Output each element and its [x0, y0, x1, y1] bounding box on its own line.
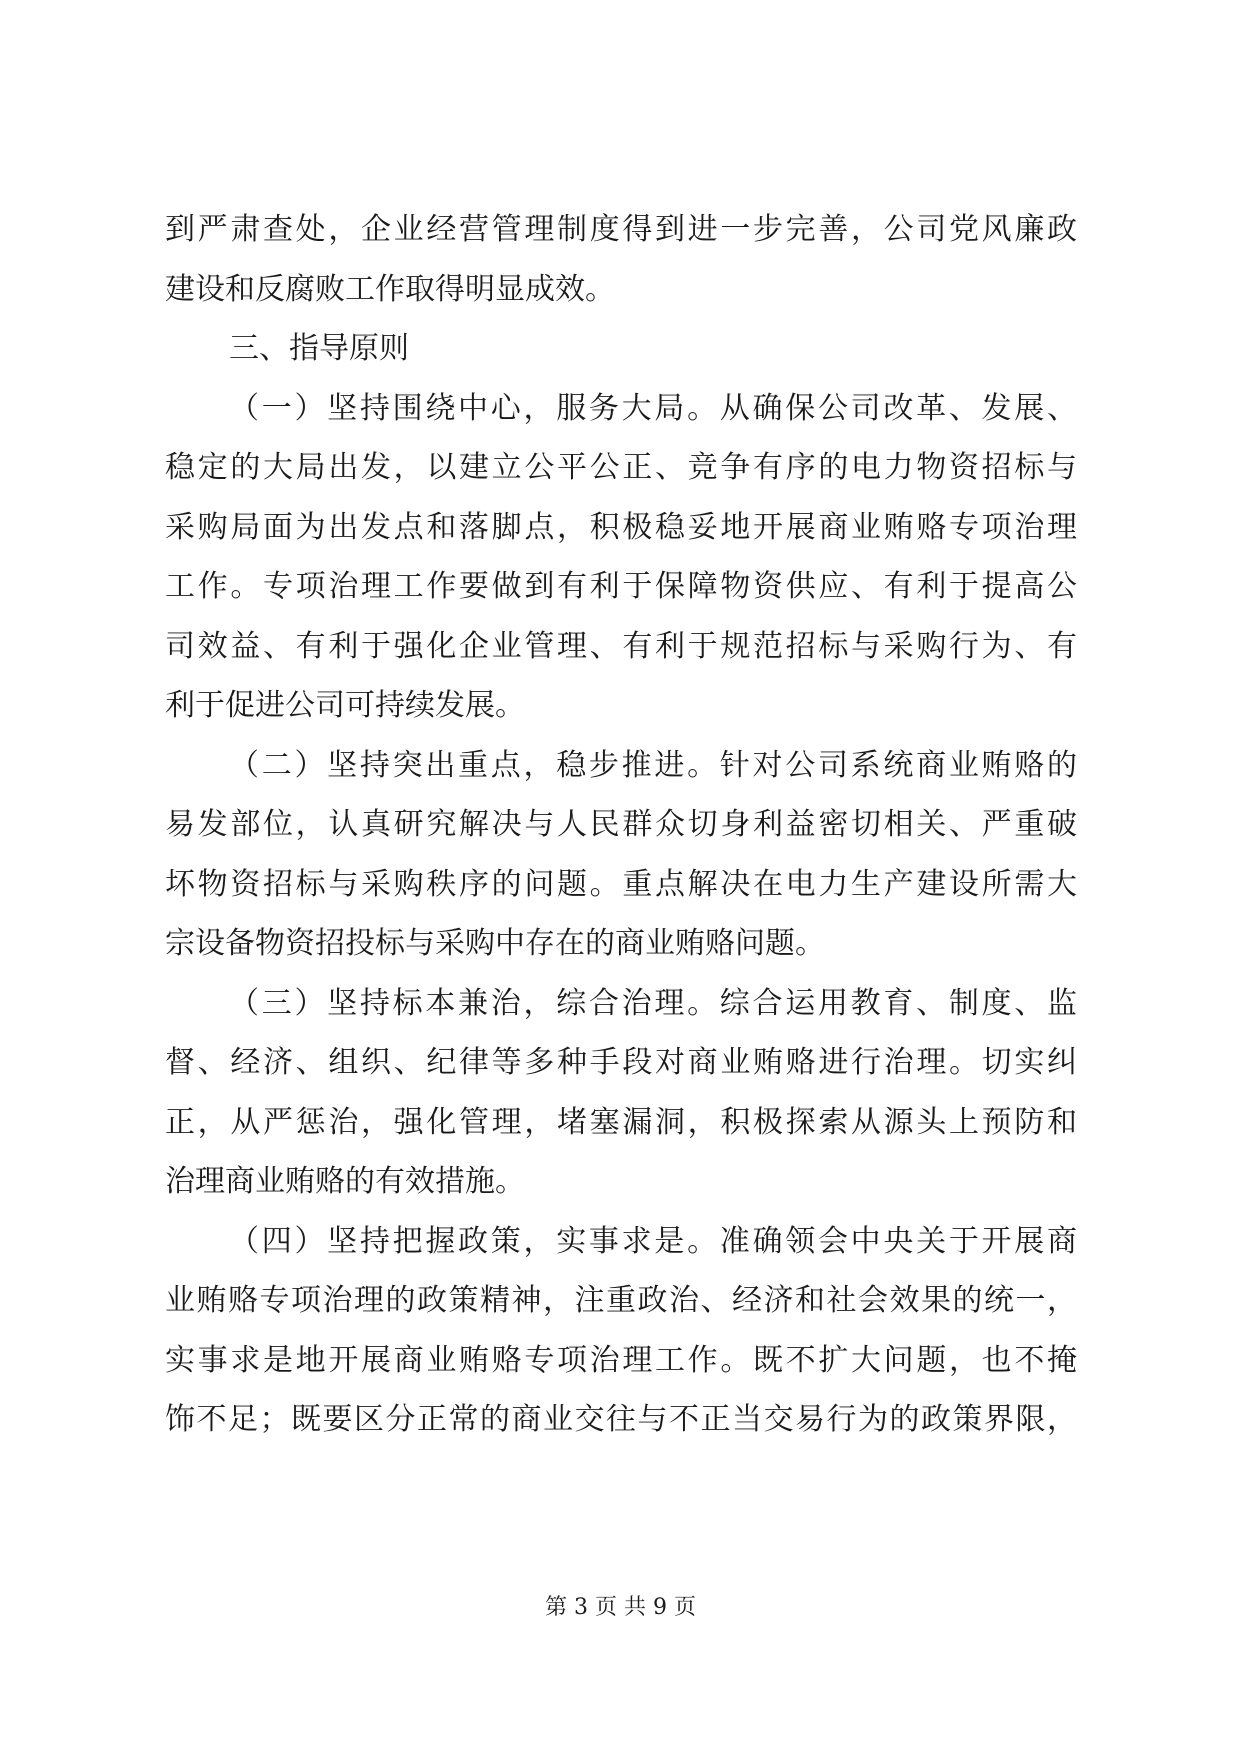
text-line: 业贿赂专项治理的政策精神，注重政治、经济和社会效果的统一，	[165, 1283, 1077, 1318]
text-line: 工作。专项治理工作要做到有利于保障物资供应、有利于提高公	[165, 569, 1077, 604]
text-line: 饰不足；既要区分正常的商业交往与不正当交易行为的政策界限，	[165, 1402, 1077, 1437]
text-line: （一）坚持围绕中心，服务大局。从确保公司改革、发展、	[229, 391, 1077, 426]
text-line: 宗设备物资招投标与采购中存在的商业贿赂问题。	[165, 926, 825, 961]
page-number-footer: 第 3 页 共 9 页	[545, 1595, 696, 1620]
text-line: （四）坚持把握政策，实事求是。准确领会中央关于开展商	[229, 1224, 1077, 1259]
text-line: 治理商业贿赂的有效措施。	[165, 1164, 525, 1199]
text-line: 建设和反腐败工作取得明显成效。	[165, 272, 615, 307]
text-line: 坏物资招标与采购秩序的问题。重点解决在电力生产建设所需大	[165, 867, 1077, 902]
text-line: （二）坚持突出重点，稳步推进。针对公司系统商业贿赂的	[229, 748, 1077, 783]
section-heading: 三、指导原则	[229, 331, 409, 366]
text-line: 督、经济、组织、纪律等多种手段对商业贿赂进行治理。切实纠	[165, 1045, 1077, 1080]
text-line: 司效益、有利于强化企业管理、有利于规范招标与采购行为、有	[165, 629, 1077, 664]
text-line: 正，从严惩治，强化管理，堵塞漏洞，积极探索从源头上预防和	[165, 1105, 1077, 1140]
text-line: 采购局面为出发点和落脚点，积极稳妥地开展商业贿赂专项治理	[165, 510, 1077, 545]
text-line: 实事求是地开展商业贿赂专项治理工作。既不扩大问题，也不掩	[165, 1343, 1077, 1378]
text-line: 到严肃查处，企业经营管理制度得到进一步完善，公司党风廉政	[165, 212, 1077, 247]
text-line: （三）坚持标本兼治，综合治理。综合运用教育、制度、监	[229, 986, 1077, 1021]
text-line: 稳定的大局出发，以建立公平公正、竞争有序的电力物资招标与	[165, 450, 1077, 485]
text-line: 易发部位，认真研究解决与人民群众切身利益密切相关、严重破	[165, 807, 1077, 842]
text-line: 利于促进公司可持续发展。	[165, 688, 525, 723]
